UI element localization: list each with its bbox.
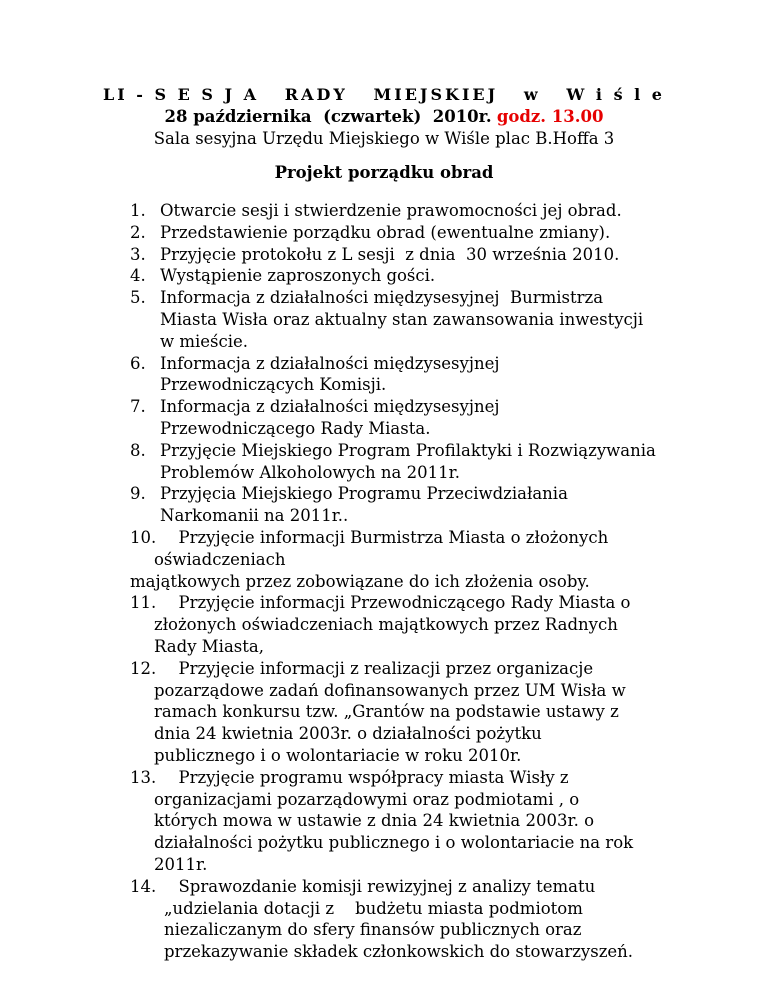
agenda-item-continuation: ramach konkursu tzw. „Grantów na podstawie ustawy z: [154, 702, 619, 722]
session-date: 28 października (czwartek) 2010r.: [164, 107, 492, 126]
agenda-item: [130, 658, 730, 680]
agenda-item-continuation: których mowa w ustawie z dnia 24 kwietnia 2003r. o: [154, 811, 595, 831]
agenda-item: [130, 592, 730, 614]
agenda-item: [130, 222, 730, 244]
agenda-item-continuation: Miasta Wisła oraz aktualny stan zawansowania inwestycji: [160, 309, 644, 329]
agenda-item-number: 12.: [130, 658, 157, 678]
agenda-item-number: 8.: [130, 440, 146, 460]
agenda-list: [130, 200, 730, 963]
agenda-item: [130, 353, 730, 375]
agenda-item-text: Informacja z działalności międzysesyjnej: [160, 353, 500, 373]
agenda-item-continuation: majątkowych przez zobowiązane do ich złożenia osoby.: [130, 571, 590, 591]
session-date-line: [0, 106, 768, 128]
agenda-item-text: Informacja z działalności międzysesyjnej: [160, 397, 500, 417]
agenda-item-number: 4.: [130, 266, 146, 286]
agenda-item: [130, 265, 730, 287]
agenda-item-text: Przyjęcie informacji Burmistrza Miasta o złożonych: [168, 527, 609, 547]
agenda-item-number: 5.: [130, 288, 146, 308]
agenda-item: [130, 287, 730, 309]
agenda-item-continuation: Narkomanii na 2011r..: [160, 506, 349, 526]
agenda-item-number: 2.: [130, 222, 146, 242]
agenda-item: [130, 527, 730, 549]
agenda-item-continuation: dnia 24 kwietnia 2003r. o działalności pożytku: [154, 724, 542, 744]
agenda-item-text: Sprawozdanie komisji rewizyjnej z analizy tematu: [168, 876, 596, 896]
session-header: [0, 84, 768, 150]
agenda-item-number: 10.: [130, 527, 157, 547]
agenda-item-continuation: Problemów Alkoholowych na 2011r.: [160, 462, 460, 482]
agenda-item-continuation: przekazywanie składek członkowskich do stowarzyszeń.: [164, 942, 634, 962]
agenda-item-number: 11.: [130, 593, 157, 613]
agenda-item-continuation: pozarządowe zadań dofinansowanych przez UM Wisła w: [154, 680, 626, 700]
agenda-item-continuation: oświadczeniach: [154, 549, 286, 569]
agenda-item-continuation: Przewodniczących Komisji.: [160, 375, 387, 395]
agenda-item-text: Przyjęcie protokołu z L sesji z dnia 30 września 2010.: [160, 244, 620, 264]
agenda-item-text: Przyjęcie Miejskiego Program Profilaktyki i Rozwiązywania: [160, 440, 656, 460]
agenda-item-continuation: złożonych oświadczeniach majątkowych przez Radnych: [154, 615, 618, 635]
agenda-item: [130, 876, 730, 898]
agenda-item-number: 3.: [130, 244, 146, 264]
session-time: godz. 13.00: [496, 107, 604, 126]
agenda-item-continuation: publicznego i o wolontariacie w roku 2010r.: [154, 745, 522, 765]
agenda-item-text: Przyjęcia Miejskiego Programu Przeciwdziałania: [160, 484, 568, 504]
agenda-item-continuation: 2011r.: [154, 854, 208, 874]
agenda-item: [130, 396, 730, 418]
agenda-item: [130, 767, 730, 789]
agenda-item-text: Wystąpienie zaproszonych gości.: [160, 266, 436, 286]
agenda-item-continuation: niezaliczanym do sfery finansów publicznych oraz: [164, 920, 582, 940]
agenda-item-number: 14.: [130, 876, 157, 896]
agenda-item: [130, 200, 730, 222]
agenda-title: Projekt porządku obrad: [274, 163, 494, 182]
session-title: LI - S E S J A RADY MIEJSKIEJ w W i ś l e: [103, 85, 665, 104]
session-location: Sala sesyjna Urzędu Miejskiego w Wiśle plac B.Hoffa 3: [153, 129, 615, 148]
agenda-item-text: Informacja z działalności międzysesyjnej Burmistrza: [160, 288, 604, 308]
agenda-item-number: 9.: [130, 484, 146, 504]
agenda-item-number: 13.: [130, 767, 157, 787]
agenda-item-continuation: Rady Miasta,: [154, 636, 264, 656]
agenda-item-continuation: działalności pożytku publicznego i o wolontariacie na rok: [154, 833, 634, 853]
agenda-item-text: Przyjęcie informacji z realizacji przez organizacje: [168, 658, 594, 678]
agenda-item-continuation: organizacjami pozarządowymi oraz podmiotami , o: [154, 789, 580, 809]
agenda-item: [130, 483, 730, 505]
agenda-item-number: 7.: [130, 397, 146, 417]
agenda-item-text: Otwarcie sesji i stwierdzenie prawomocności jej obrad.: [160, 201, 622, 220]
agenda-item-text: Przyjęcie informacji Przewodniczącego Rady Miasta o: [168, 593, 631, 613]
agenda-item-number: 1.: [130, 201, 146, 220]
agenda-item-continuation: w mieście.: [160, 331, 249, 351]
agenda-item: [130, 244, 730, 266]
agenda-item-continuation: Przewodniczącego Rady Miasta.: [160, 418, 431, 438]
agenda-item-text: Przyjęcie programu współpracy miasta Wisły z: [168, 767, 569, 787]
agenda-item: [130, 440, 730, 462]
agenda-item-text: Przedstawienie porządku obrad (ewentualne zmiany).: [160, 222, 611, 242]
agenda-item-number: 6.: [130, 353, 146, 373]
agenda-item-continuation: „udzielania dotacji z budżetu miasta podmiotom: [164, 898, 583, 918]
